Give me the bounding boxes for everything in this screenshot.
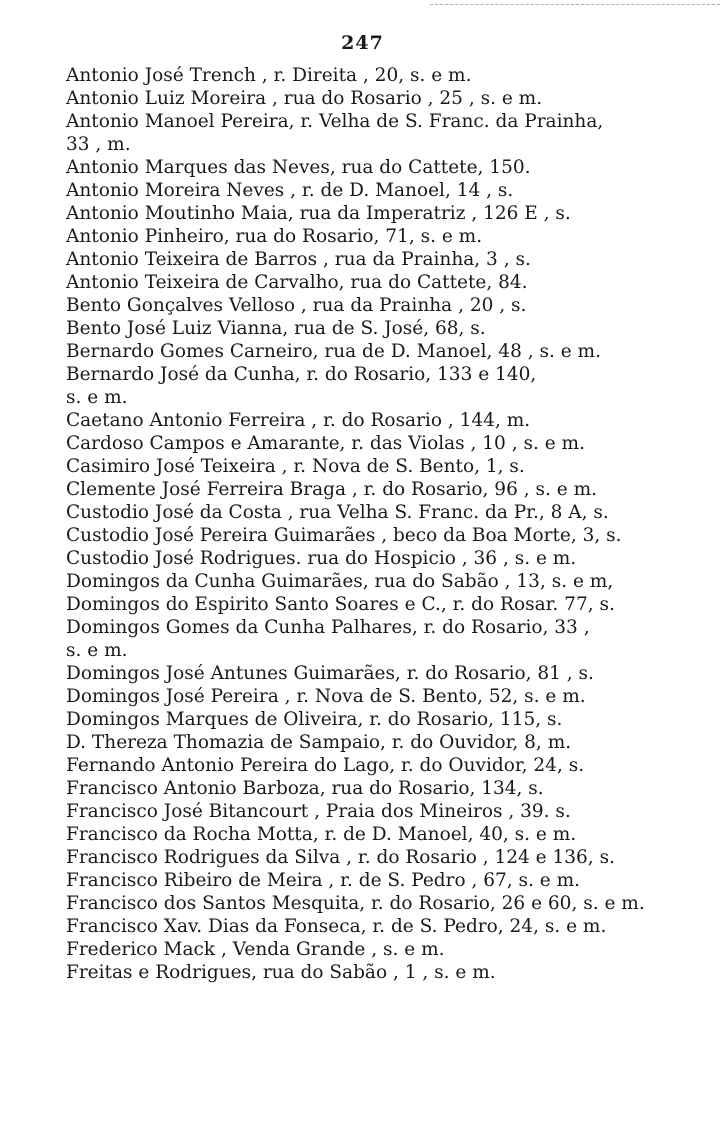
entry-text: Antonio Marques das Neves, rua do Cattete, 150. xyxy=(66,157,531,178)
directory-entry xyxy=(66,685,666,708)
entry-text: Francisco Ribeiro de Meira , r. de S. Pedro , 67, s. e m. xyxy=(66,870,581,891)
entry-text: Freitas e Rodrigues, rua do Sabão , 1 , s. e m. xyxy=(66,962,496,983)
entry-text: Casimiro José Teixeira , r. Nova de S. Bento, 1, s. xyxy=(66,456,525,477)
entry-text: Antonio Moreira Neves , r. de D. Manoel, 14 , s. xyxy=(66,180,514,201)
directory-entry xyxy=(66,409,666,432)
directory-entry xyxy=(66,455,666,478)
entry-text: Frederico Mack , Venda Grande , s. e m. xyxy=(66,939,445,960)
entry-text: Domingos Gomes da Cunha Palhares, r. do Rosario, 33 , xyxy=(66,617,590,638)
directory-entry xyxy=(66,202,666,225)
page-number: 247 xyxy=(341,32,384,54)
entry-text: Domingos José Pereira , r. Nova de S. Bento, 52, s. e m. xyxy=(66,686,586,707)
page-edge-rule xyxy=(430,4,720,5)
entry-text: Francisco Xav. Dias da Fonseca, r. de S. Pedro, 24, s. e m. xyxy=(66,916,607,937)
entry-text: Domingos da Cunha Guimarães, rua do Sabão , 13, s. e m, xyxy=(66,571,614,592)
entry-text: Francisco Antonio Barboza, rua do Rosario, 134, s. xyxy=(66,778,544,799)
directory-entry xyxy=(66,478,666,501)
entry-continuation: s. e m. xyxy=(66,387,128,408)
directory-entry xyxy=(66,248,666,271)
directory-entry xyxy=(66,547,666,570)
entry-text: Custodio José Rodrigues. rua do Hospicio , 36 , s. e m. xyxy=(66,548,577,569)
directory-entry xyxy=(66,777,666,800)
entry-text: Caetano Antonio Ferreira , r. do Rosario , 144, m. xyxy=(66,410,531,431)
directory-entry xyxy=(66,225,666,248)
entry-text: Bento Gonçalves Velloso , rua da Prainha , 20 , s. xyxy=(66,295,527,316)
entry-text: Antonio Teixeira de Carvalho, rua do Cattete, 84. xyxy=(66,272,528,293)
entry-text: Francisco José Bitancourt , Praia dos Mineiros , 39. s. xyxy=(66,801,571,822)
directory-entry xyxy=(66,432,666,455)
directory-entries xyxy=(66,64,666,984)
entry-text: Custodio José Pereira Guimarães , beco da Boa Morte, 3, s. xyxy=(66,525,622,546)
directory-entry xyxy=(66,961,666,984)
directory-entry xyxy=(66,846,666,869)
directory-entry xyxy=(66,317,666,340)
directory-entry xyxy=(66,271,666,294)
entry-text: Custodio José da Costa , rua Velha S. Franc. da Pr., 8 A, s. xyxy=(66,502,609,523)
entry-text: Cardoso Campos e Amarante, r. das Violas , 10 , s. e m. xyxy=(66,433,585,454)
entry-text: Antonio Pinheiro, rua do Rosario, 71, s. e m. xyxy=(66,226,483,247)
entry-text: Antonio Moutinho Maia, rua da Imperatriz , 126 E , s. xyxy=(66,203,571,224)
entry-continuation: 33 , m. xyxy=(66,134,131,155)
directory-entry xyxy=(66,708,666,731)
entry-text: Francisco Rodrigues da Silva , r. do Rosario , 124 e 136, s. xyxy=(66,847,615,868)
directory-entry xyxy=(66,87,666,110)
directory-entry xyxy=(66,915,666,938)
directory-entry xyxy=(66,294,666,317)
directory-entry xyxy=(66,64,666,87)
directory-entry xyxy=(66,156,666,179)
entry-text: Antonio José Trench , r. Direita , 20, s. e m. xyxy=(66,65,472,86)
entry-text: Bernardo Gomes Carneiro, rua de D. Manoel, 48 , s. e m. xyxy=(66,341,601,362)
directory-entry xyxy=(66,892,666,915)
entry-text: Francisco dos Santos Mesquita, r. do Rosario, 26 e 60, s. e m. xyxy=(66,893,645,914)
directory-entry xyxy=(66,593,666,616)
entry-text: Bernardo José da Cunha, r. do Rosario, 133 e 140, xyxy=(66,364,537,385)
directory-entry xyxy=(66,869,666,892)
entry-text: D. Thereza Thomazia de Sampaio, r. do Ouvidor, 8, m. xyxy=(66,732,572,753)
directory-entry xyxy=(66,570,666,593)
directory-entry xyxy=(66,524,666,547)
entry-text: Fernando Antonio Pereira do Lago, r. do Ouvidor, 24, s. xyxy=(66,755,585,776)
directory-entry xyxy=(66,363,666,409)
directory-entry xyxy=(66,501,666,524)
entry-text: Antonio Manoel Pereira, r. Velha de S. Franc. da Prainha, xyxy=(66,111,604,132)
entry-continuation: s. e m. xyxy=(66,640,128,661)
entry-text: Domingos do Espirito Santo Soares e C., r. do Rosar. 77, s. xyxy=(66,594,615,615)
directory-entry xyxy=(66,938,666,961)
directory-entry xyxy=(66,731,666,754)
directory-entry xyxy=(66,179,666,202)
entry-text: Clemente José Ferreira Braga , r. do Rosario, 96 , s. e m. xyxy=(66,479,597,500)
directory-entry xyxy=(66,340,666,363)
directory-entry xyxy=(66,616,666,662)
directory-entry xyxy=(66,800,666,823)
entry-text: Domingos José Antunes Guimarães, r. do Rosario, 81 , s. xyxy=(66,663,594,684)
entry-text: Domingos Marques de Oliveira, r. do Rosario, 115, s. xyxy=(66,709,563,730)
directory-entry xyxy=(66,110,666,156)
directory-entry xyxy=(66,823,666,846)
entry-text: Antonio Teixeira de Barros , rua da Prainha, 3 , s. xyxy=(66,249,531,270)
entry-text: Bento José Luiz Vianna, rua de S. José, 68, s. xyxy=(66,318,486,339)
directory-entry xyxy=(66,754,666,777)
entry-text: Francisco da Rocha Motta, r. de D. Manoel, 40, s. e m. xyxy=(66,824,577,845)
directory-entry xyxy=(66,662,666,685)
entry-text: Antonio Luiz Moreira , rua do Rosario , 25 , s. e m. xyxy=(66,88,543,109)
